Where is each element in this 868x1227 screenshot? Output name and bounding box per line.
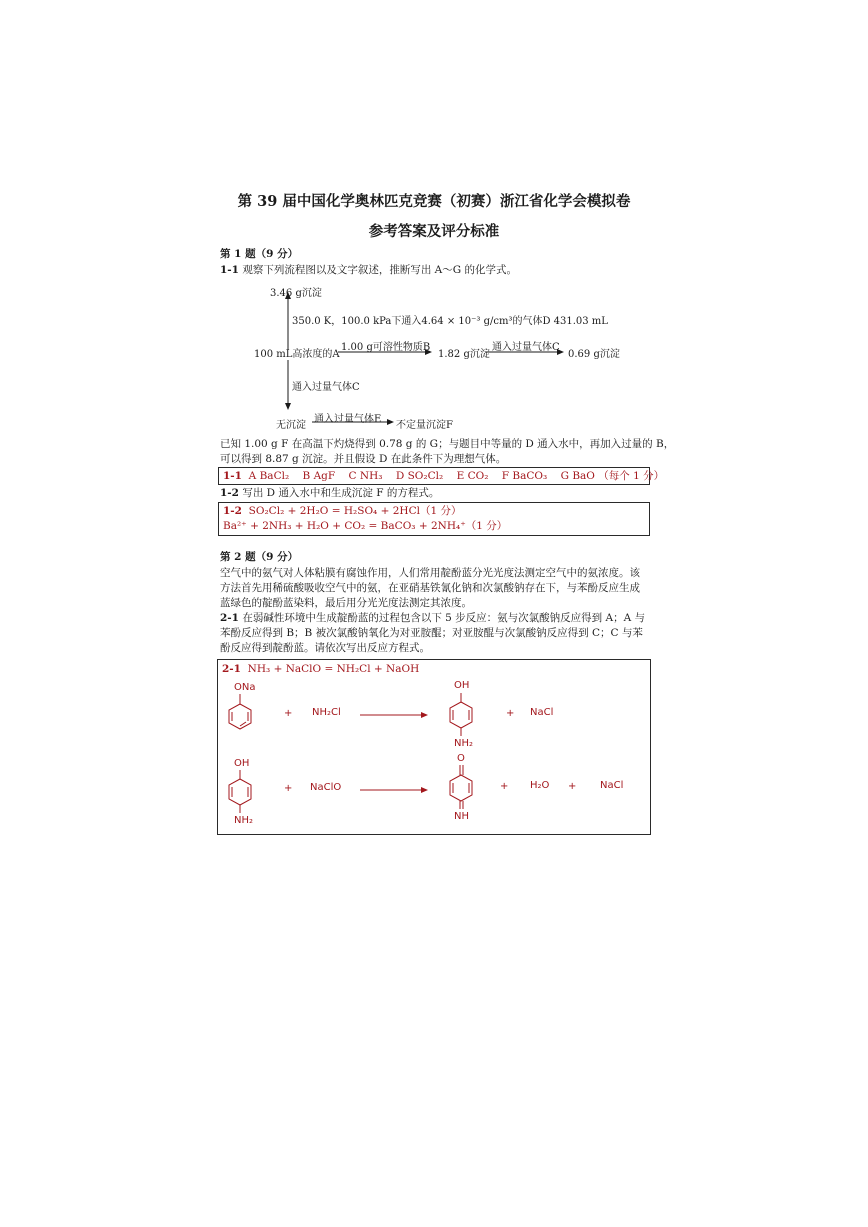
answer-1-1-d: D SO₂Cl₂ [395,470,444,482]
answer-1-1-content [223,469,664,484]
flow-right2-label: 通入过量气体C [492,342,560,353]
answer-1-1-score: （每个 1 分） [598,470,665,482]
reaction-1-arrow-head [421,712,428,718]
r2-product-o: O [457,753,465,764]
q1-note-line-1: 已知 1.00 g F 在高温下灼烧得到 0.78 g 的 G；与题目中等量的 D 通入水中，再加入过量的 B， [220,438,675,450]
page-subtitle: 参考答案及评分标准 [368,223,500,240]
r1-plus-1: + [284,708,293,719]
page-title: 第 39 届中国化学奥林匹克竞赛（初赛）浙江省化学会模拟卷 [237,193,631,210]
r2-substrate-nh2: NH₂ [234,815,254,826]
r1-plus-2: + [506,708,515,719]
r2-water: H₂O [530,780,550,791]
flow-bottom-label: 通入过量气体E [314,414,382,425]
q2-paragraph-line-3: 蓝绿色的靛酚蓝染料，最后用分光光度法测定其浓度。 [220,597,472,609]
q2-heading: 第 2 题（9 分） [220,551,299,563]
q2-prompt-line-3: 酚反应得到靛酚蓝。请依次写出反应方程式。 [220,642,430,654]
q1-prompt [220,263,517,278]
flow-down-arrow-head [285,403,291,410]
r2-plus-3: + [568,781,577,792]
answer-1-1-b: B AgF [302,470,336,482]
r2-reagent-naclo: NaClO [310,782,342,793]
answer-2-1-eq1-text: NH₃ + NaClO = NH₂Cl + NaOH [247,663,420,675]
q1-prompt-number: 1-1 [220,264,239,276]
quinone-imine-structure [450,765,472,809]
r1-product-oh: OH [454,680,470,691]
p-aminophenol-reactant-structure [229,770,251,813]
answer-2-1-number: 2-1 [222,663,241,675]
q1-prompt-text: 观察下列流程图以及文字叙述，推断写出 A～G 的化学式。 [242,264,517,276]
answer-1-1-g: G BaO [560,470,595,482]
r2-byproduct-nacl: NaCl [600,780,624,791]
answer-1-1-c: C NH₃ [348,470,383,482]
q2-prompt-text-1: 在弱碱性环境中生成靛酚蓝的过程包含以下 5 步反应：氨与次氯酸钠反应得到 A；A 与 [242,612,646,624]
r1-reagent-nh2cl: NH₂Cl [312,707,341,718]
flow-right1-label: 1.00 g可溶性物质B [341,342,431,353]
r2-product-nh: NH [454,811,469,822]
q2-paragraph-line-2: 方法首先用稀硫酸吸收空气中的氨，在亚硝基铁氰化钠和次氯酸钠存在下，与苯酚反应生成 [220,582,640,594]
reaction-2-arrow-head [421,787,428,793]
flow-start-a: 100 mL高浓度的A [254,349,340,360]
sodium-phenoxide-structure [229,694,251,729]
flow-bottom-result: 不定量沉淀F [396,420,453,431]
q2-prompt-line-1 [220,611,645,626]
flow-up-condition: 350.0 K，100.0 kPa下通入4.64 × 10⁻³ g/cm³的气体D 431.03 mL [292,316,608,327]
r2-plus-2: + [500,781,509,792]
q1-prompt-2-number: 1-2 [220,487,239,499]
answer-box-2-1 [217,659,651,835]
flow-right-result: 0.69 g沉淀 [568,349,620,360]
answer-1-1-number: 1-1 [223,470,242,482]
flow-bottom-arrow-head [387,419,394,425]
r1-substituent-ona: ONa [234,682,256,693]
q2-prompt-number: 2-1 [220,612,239,624]
answer-1-2-line-1 [223,504,461,519]
q1-note-line-2: 可以得到 8.87 g 沉淀。并且假设 D 在此条件下为理想气体。 [220,453,507,465]
r1-product-nh2: NH₂ [454,738,474,749]
answer-box-1-1 [218,467,665,485]
r1-byproduct-nacl: NaCl [530,707,554,718]
flow-top-result: 3.46 g沉淀 [270,288,322,299]
flow-down-condition: 通入过量气体C [292,382,360,393]
r2-plus-1: + [284,783,293,794]
answer-1-1-a: A BaCl₂ [248,470,290,482]
answer-1-2-eq1: SO₂Cl₂ + 2H₂O = H₂SO₄ + 2HCl（1 分） [248,505,462,517]
flow-bottom-start: 无沉淀 [276,420,306,431]
p-aminophenol-product-structure [450,693,472,736]
q1-heading: 第 1 题（9 分） [220,248,299,260]
answer-1-1-f: F BaCO₃ [501,470,548,482]
q2-prompt-line-2: 苯酚反应得到 B；B 被次氯酸钠氧化为对亚胺醌；对亚胺醌与次氯酸钠反应得到 C；C 与苯 [220,627,643,639]
reaction-diagram [218,660,650,834]
r2-substrate-oh: OH [234,758,250,769]
answer-1-2-number: 1-2 [223,505,242,517]
answer-box-1-2 [218,502,650,536]
answer-1-2-line-2: Ba²⁺ + 2NH₃ + H₂O + CO₂ = BaCO₃ + 2NH₄⁺（1 分） [223,520,508,532]
q1-prompt-2-text: 写出 D 通入水中和生成沉淀 F 的方程式。 [242,487,440,499]
q1-prompt-2 [220,486,439,501]
flow-mid-result: 1.82 g沉淀 [438,349,490,360]
answer-1-1-e: E CO₂ [456,470,489,482]
q2-paragraph-line-1: 空气中的氨气对人体粘膜有腐蚀作用，人们常用靛酚蓝分光光度法测定空气中的氨浓度。该 [220,567,640,579]
